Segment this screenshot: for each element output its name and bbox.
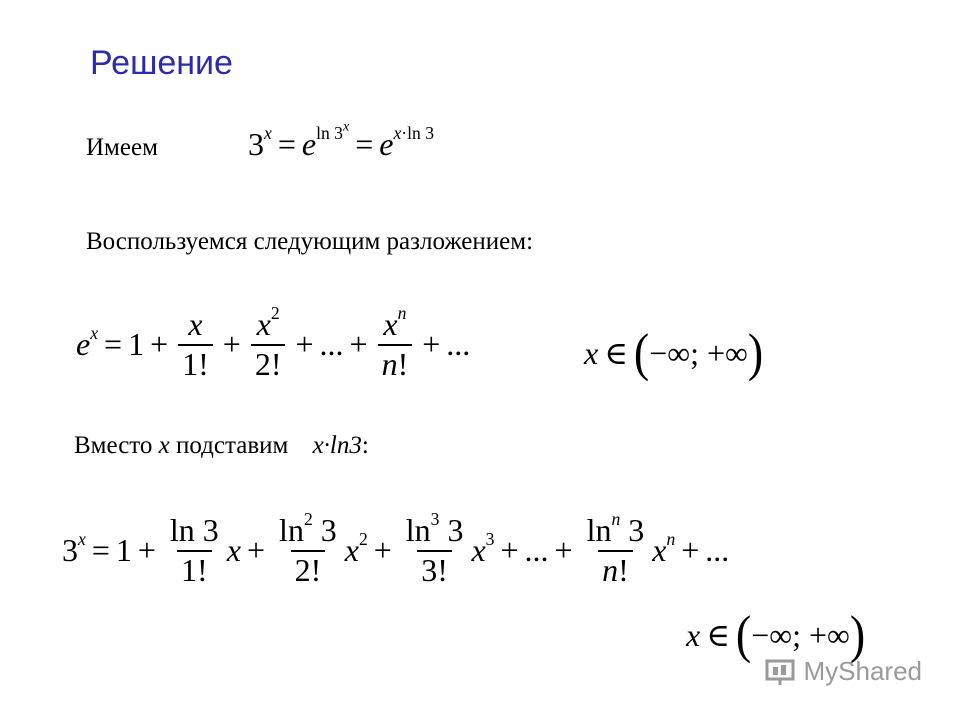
formula-exp-identity: 3$^x$ = $e^{ln 3^x}$ = $e^{x\cdot ln 3}$: [248, 118, 435, 162]
text-imeem: Имеем: [86, 134, 158, 161]
formula-3x-series: 3$^x$ = 1 + $\frac{\ln 3}{1!}$ x + $\frac{\ln^2 3}{2!}$ $x^2$ + $\frac{\ln^3 3}{3!}$ $x^3$ + ... + $\frac{\ln^n 3}{n!}$ $x^n$ + ...: [62, 509, 730, 588]
presentation-icon: [764, 657, 798, 687]
text-expansion-intro: Воспользуемся следующим разложением:: [86, 228, 534, 255]
formula-exp-series: $e^x$ = 1 + $\frac{x}{1!}$ + $\frac{x^2}{2!}$ + ... + $\frac{x^n}{n!}$ + ...: [76, 303, 471, 382]
watermark-text: MyShared: [803, 656, 922, 686]
watermark-logo: [764, 656, 923, 687]
slide-title: Решение: [90, 44, 233, 82]
formula-domain-1: x ∈ ( −∞; +∞ ): [584, 323, 764, 382]
text-substitution: Вместо x подставим x·ln3:: [74, 432, 369, 459]
formula-domain-2: x ∈ ( −∞; +∞ ): [686, 605, 866, 664]
